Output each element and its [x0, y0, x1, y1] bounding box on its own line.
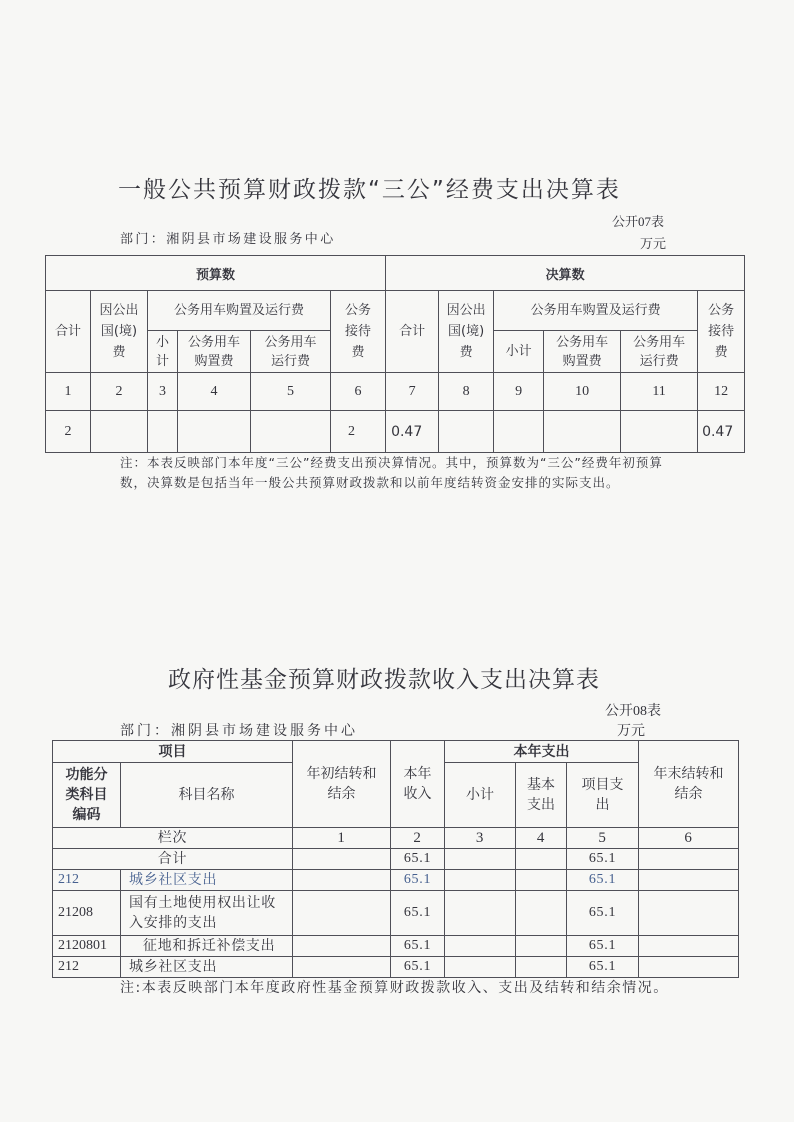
carry-out-cell	[639, 957, 739, 978]
final-abroad-header: 因公出 国(境) 费	[439, 291, 494, 373]
final-vehicle-operation-value	[621, 411, 698, 453]
budget-group-header: 预算数	[46, 256, 386, 291]
column-number: 5	[251, 373, 331, 411]
final-total-value: 0.47	[386, 411, 439, 453]
table-row	[53, 936, 739, 957]
table2-department: 部门：湘阴县市场建设服务中心	[120, 723, 358, 739]
function-code-cell: 212	[53, 870, 121, 891]
carry-out-cell	[639, 936, 739, 957]
function-code-cell: 2120801	[53, 936, 121, 957]
final-vehicle-purchase-header: 公务用车 购置费	[544, 331, 621, 373]
function-code-cell: 212	[53, 957, 121, 978]
subtotal-cell	[445, 936, 516, 957]
budget-vehicle-operation-value	[251, 411, 331, 453]
project-expenditure-header: 项目支 出	[567, 763, 639, 828]
budget-vehicle-operation-header: 公务用车 运行费	[251, 331, 331, 373]
column-number: 12	[698, 373, 745, 411]
carry-out-cell	[639, 870, 739, 891]
table1-header-row	[46, 291, 745, 331]
table2-unit: 万元	[617, 723, 645, 739]
column-number: 1	[46, 373, 91, 411]
budget-total-value: 2	[46, 411, 91, 453]
subtotal-cell	[445, 957, 516, 978]
table1-value-row	[46, 411, 745, 453]
final-vehicle-header: 公务用车购置及运行费	[494, 291, 698, 331]
subtotal-cell	[445, 891, 516, 936]
budget-total-header: 合计	[46, 291, 91, 373]
column-number: 3	[148, 373, 178, 411]
table1-form-number: 公开07表	[612, 214, 665, 229]
subtotal-cell	[445, 870, 516, 891]
final-total-header: 合计	[386, 291, 439, 373]
column-index-label: 栏次	[53, 828, 293, 849]
budget-abroad-header: 因公出 国(境) 费	[91, 291, 148, 373]
column-number: 6	[639, 828, 739, 849]
budget-vehicle-purchase-value	[178, 411, 251, 453]
basic-cell	[516, 891, 567, 936]
income-cell: 65.1	[391, 936, 445, 957]
column-number: 11	[621, 373, 698, 411]
project-cell: 65.1	[567, 936, 639, 957]
table1-column-number-row	[46, 373, 745, 411]
table2-note: 注:本表反映部门本年度政府性基金预算财政拨款收入、支出及结转和结余情况。	[120, 980, 669, 996]
column-number: 2	[91, 373, 148, 411]
column-number: 2	[391, 828, 445, 849]
project-cell: 65.1	[567, 891, 639, 936]
table1-title: 一般公共预算财政拨款“三公”经费支出决算表	[118, 177, 621, 203]
budget-vehicle-subtotal-header: 小 计	[148, 331, 178, 373]
column-number: 8	[439, 373, 494, 411]
carry-out-cell	[639, 891, 739, 936]
table1-unit: 万元	[640, 237, 667, 252]
column-number: 9	[494, 373, 544, 411]
project-cell: 65.1	[567, 957, 639, 978]
subject-name-cell: 城乡社区支出	[121, 870, 293, 891]
expenditure-subtotal-header: 小计	[445, 763, 516, 828]
subject-name-cell: 城乡社区支出	[121, 957, 293, 978]
table1-department: 部门：湘阴县市场建设服务中心	[120, 232, 336, 247]
column-number: 4	[516, 828, 567, 849]
column-index-row	[53, 828, 739, 849]
table-row	[53, 870, 739, 891]
budget-vehicle-header: 公务用车购置及运行费	[148, 291, 331, 331]
carry-in-header: 年初结转和 结余	[293, 741, 391, 828]
column-number: 1	[293, 828, 391, 849]
basic-cell	[516, 849, 567, 870]
column-number: 3	[445, 828, 516, 849]
table2-title: 政府性基金预算财政拨款收入支出决算表	[168, 667, 600, 693]
final-vehicle-subtotal-value	[494, 411, 544, 453]
carry-in-cell	[293, 849, 391, 870]
table1-group-header-row	[46, 256, 745, 291]
subject-name-header: 科目名称	[121, 763, 293, 828]
column-number: 6	[331, 373, 386, 411]
item-header: 项目	[53, 741, 293, 763]
budget-reception-header: 公务 接待 费	[331, 291, 386, 373]
final-reception-header: 公务 接待 费	[698, 291, 745, 373]
column-number: 5	[567, 828, 639, 849]
total-label: 合计	[53, 849, 293, 870]
total-row	[53, 849, 739, 870]
function-code-header: 功能分 类科目 编码	[53, 763, 121, 828]
carry-in-cell	[293, 891, 391, 936]
table-row	[53, 957, 739, 978]
table-row	[53, 891, 739, 936]
income-header: 本年 收入	[391, 741, 445, 828]
column-number: 10	[544, 373, 621, 411]
income-cell: 65.1	[391, 957, 445, 978]
column-number: 4	[178, 373, 251, 411]
final-vehicle-purchase-value	[544, 411, 621, 453]
final-vehicle-operation-header: 公务用车 运行费	[621, 331, 698, 373]
income-cell: 65.1	[391, 870, 445, 891]
table2-form-number: 公开08表	[605, 704, 661, 719]
government-fund-table	[52, 740, 739, 978]
project-cell: 65.1	[567, 870, 639, 891]
final-group-header: 决算数	[386, 256, 745, 291]
budget-abroad-value	[91, 411, 148, 453]
table1-note: 注：本表反映部门本年度“三公”经费支出预决算情况。其中，预算数为“三公”经费年初预算 数，决算数是包括当年一般公共预算财政拨款和以前年度结转资金安排的实际支出。	[120, 455, 663, 490]
expenditure-header: 本年支出	[445, 741, 639, 763]
basic-cell	[516, 870, 567, 891]
carry-in-cell	[293, 957, 391, 978]
final-abroad-value	[439, 411, 494, 453]
final-reception-value: 0.47	[698, 411, 745, 453]
income-cell: 65.1	[391, 891, 445, 936]
budget-vehicle-subtotal-value	[148, 411, 178, 453]
carry-in-cell	[293, 936, 391, 957]
carry-out-cell	[639, 849, 739, 870]
subject-name-cell: 征地和拆迁补偿支出	[121, 936, 293, 957]
function-code-cell: 21208	[53, 891, 121, 936]
subtotal-cell	[445, 849, 516, 870]
basic-expenditure-header: 基本 支出	[516, 763, 567, 828]
carry-out-header: 年末结转和 结余	[639, 741, 739, 828]
basic-cell	[516, 936, 567, 957]
budget-reception-value: 2	[331, 411, 386, 453]
subject-name-cell: 国有土地使用权出让收 入安排的支出	[121, 891, 293, 936]
three-public-expenses-table	[45, 255, 745, 453]
project-cell: 65.1	[567, 849, 639, 870]
final-vehicle-subtotal-header: 小计	[494, 331, 544, 373]
column-number: 7	[386, 373, 439, 411]
income-cell: 65.1	[391, 849, 445, 870]
budget-vehicle-purchase-header: 公务用车 购置费	[178, 331, 251, 373]
basic-cell	[516, 957, 567, 978]
table2-header-row	[53, 741, 739, 763]
carry-in-cell	[293, 870, 391, 891]
